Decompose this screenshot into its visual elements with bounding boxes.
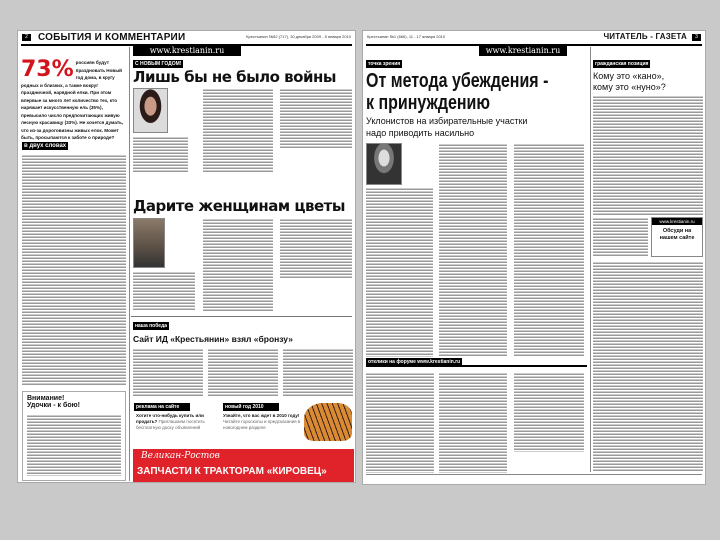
promo2-text: Читайте гороскопы и предсказания в новогоднем разделе: [223, 419, 301, 430]
promo1-text: Приглашаем посетить бесплатную доску объявлений: [136, 419, 205, 430]
page-number-box: 2: [22, 34, 31, 41]
issue-info: Крестьянин №1 (666), 11 - 17 января 2010: [367, 34, 446, 39]
notice-title: Внимание!: [27, 395, 65, 402]
forum-label[interactable]: отклики на форуме www.krestianin.ru: [368, 359, 461, 365]
brief-text: [22, 154, 126, 386]
sidebar-headline-2: кому это «нуно»?: [593, 82, 666, 92]
section-title: ЧИТАТЕЛЬ - ГАЗЕТА: [603, 32, 687, 41]
article-subtitle-2: надо приводить насильно: [366, 128, 475, 138]
site-url: www.krestianin.ru: [479, 46, 567, 56]
notice-box: [22, 391, 126, 481]
article1-headline: Лишь бы не было войны: [133, 68, 336, 86]
right-page: [362, 30, 706, 485]
sidebar-label: гражданская позиция: [595, 61, 649, 67]
brief-label: в двух словах: [24, 143, 67, 149]
article1-label: С НОВЫМ ГОДОМ!: [135, 61, 182, 67]
promo2-link[interactable]: [223, 413, 301, 431]
promo2-label: новый год 2010: [223, 403, 279, 411]
promo1-bold: Хотите что-нибудь купить или продать?: [136, 413, 204, 424]
stat-text: россиян будут праздновать Новый год дома, в кругу родных и близких, а также вокруг праздничной, нарядной елки. При этом впервые за много лет количество тех, кто наряжает искусственную ель (35%), превысило число предпочитающих живую лесную красавицу (33%). Не хочется думать, что из-за дороговизны живых елок. Может быть, просыпаются к заботе о природе?: [21, 60, 124, 140]
tiger-image: [304, 403, 352, 441]
discuss-text: Обсуди на нашем сайте: [659, 228, 695, 241]
article-headline-1: От метода убеждения -: [366, 70, 549, 92]
page-number-box: 3: [692, 34, 701, 41]
site-url: www.krestianin.ru: [133, 46, 241, 56]
left-page: [17, 30, 356, 483]
ad-brand: Великан-Ростов: [141, 451, 220, 461]
article-subtitle-1: Уклонистов на избирательные участки: [366, 116, 528, 126]
ad-banner[interactable]: [133, 449, 354, 482]
stat-percent: 73%: [21, 57, 74, 82]
promo1-link[interactable]: [136, 413, 216, 431]
article3-label: наша победа: [135, 323, 168, 329]
article-label: точка зрения: [368, 61, 401, 67]
author-photo: [133, 88, 168, 133]
article2-headline: Дарите женщинам цветы: [133, 197, 345, 215]
forum-bar: [366, 358, 587, 367]
section-title: СОБЫТИЯ И КОММЕНТАРИИ: [38, 32, 186, 43]
notice-subtitle: Удочки - к бою!: [27, 402, 80, 409]
promo1-label: реклама на сайте: [134, 403, 190, 411]
ad-slogan: ЗАПЧАСТИ К ТРАКТОРАМ «КИРОВЕЦ»: [137, 466, 327, 477]
article3-headline: Сайт ИД «Крестьянин» взял «бронзу»: [133, 334, 293, 344]
stat-block: [21, 59, 125, 142]
sidebar-headline-1: Кому это «кано»,: [593, 71, 665, 81]
promo2-bold: Узнайте, что вас ждет в 2010 году!: [223, 413, 300, 418]
discuss-url: www.krestianin.ru: [652, 218, 702, 225]
issue-info: Крестьянин №52 (717), 30 декабря 2009 - 5 января 2010: [246, 34, 351, 39]
author-photo-2: [133, 218, 165, 268]
article-headline-2: к принуждению: [366, 92, 491, 114]
author-photo: [366, 143, 402, 185]
discuss-box[interactable]: [651, 217, 703, 257]
